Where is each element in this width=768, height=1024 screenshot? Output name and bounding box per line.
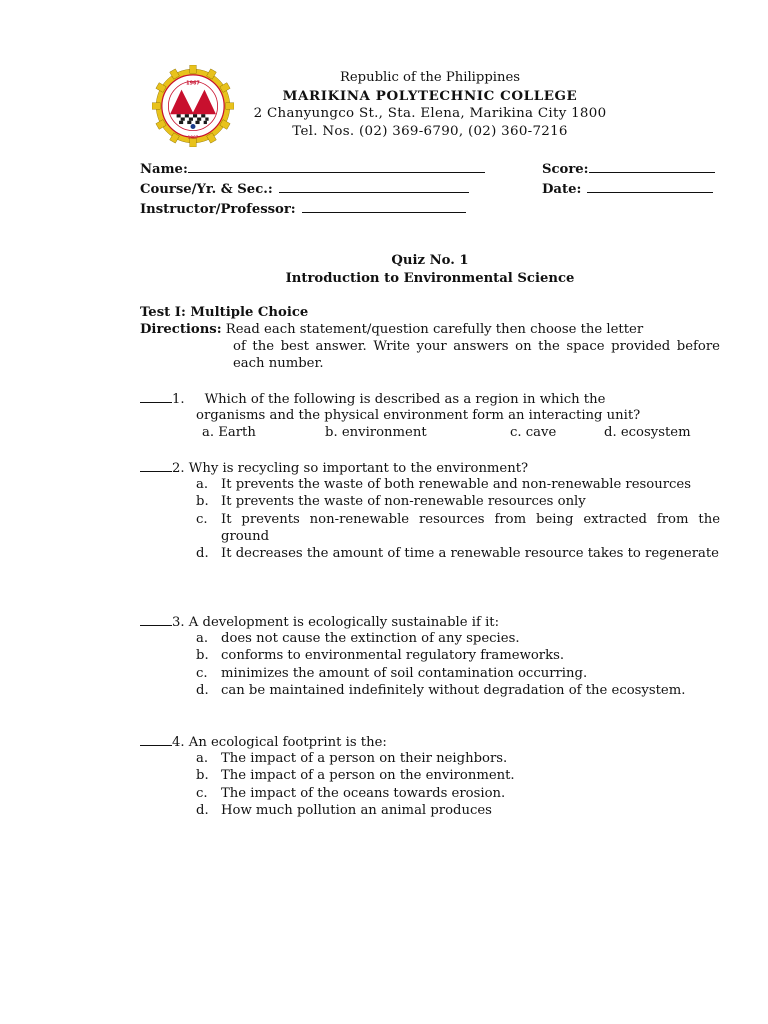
q4-option-a [196, 750, 720, 767]
question-3-text: A development is ecologically sustainable if it: [188, 615, 500, 630]
q2-option-a [196, 476, 720, 493]
college-name: MARIKINA POLYTECHNIC COLLEGE [282, 88, 578, 104]
quiz-number: Quiz No. 1 [391, 253, 469, 268]
q4-option-d-text: How much pollution an animal produces [221, 802, 492, 818]
q4-option-c-text: The impact of the oceans towards erosion. [221, 785, 506, 801]
q4-option-b [196, 767, 720, 784]
question-1-line-2: organisms and the physical environment form an interacting unit? [196, 408, 641, 423]
q4-options [196, 750, 720, 819]
q3-option-d-letter: d. [196, 682, 209, 698]
course-field[interactable] [140, 179, 469, 197]
q3-option-d-text: can be maintained indefinitely without degradation of the ecosystem. [221, 682, 686, 698]
question-4 [140, 733, 387, 751]
quiz-title: Introduction to Environmental Science [285, 271, 575, 286]
question-1-number: 1. [172, 392, 185, 407]
republic-line: Republic of the Philippines [339, 70, 521, 85]
score-label: Score: [542, 162, 589, 177]
q4-option-a-letter: a. [196, 751, 209, 766]
instructor-label: Instructor/Professor: [140, 202, 296, 217]
date-field[interactable] [542, 179, 713, 197]
q2-options [196, 476, 720, 562]
q3-option-d [196, 682, 720, 699]
q2-option-c-letter: c. [196, 511, 208, 527]
q1-option-d-text: ecosystem [620, 425, 691, 440]
answer-blank-4[interactable] [140, 733, 172, 746]
answer-blank-2[interactable] [140, 459, 172, 472]
q3-options [196, 630, 720, 699]
name-label: Name: [140, 162, 188, 177]
q1-option-b-letter: b. [325, 425, 338, 440]
q4-option-c [196, 785, 720, 802]
logo-year-bottom: 1967 [187, 134, 199, 140]
answer-blank-3[interactable] [140, 613, 172, 626]
directions-line-1 [140, 321, 643, 338]
q4-option-a-text: The impact of a person on their neighbors. [221, 751, 508, 766]
question-2-text: Why is recycling so important to the environment? [188, 461, 529, 476]
score-blank[interactable] [589, 159, 715, 173]
q3-option-c-letter: c. [196, 665, 208, 681]
q3-option-a-text: does not cause the extinction of any species. [221, 631, 520, 646]
question-1-line-1: Which of the following is described as a region in which the [204, 392, 606, 407]
q2-option-c [196, 511, 720, 546]
instructor-blank[interactable] [302, 199, 466, 213]
score-field[interactable] [542, 159, 715, 177]
question-3 [140, 613, 499, 631]
q4-option-d [196, 802, 720, 819]
name-field[interactable] [140, 159, 485, 177]
logo-year: 1967 [186, 80, 200, 87]
q3-option-a [196, 630, 720, 647]
q1-option-d-letter: d. [604, 425, 617, 440]
q2-option-c-text: It prevents non-renewable resources from being extracted from the ground [221, 511, 720, 544]
question-4-number: 4. [172, 735, 185, 750]
course-label: Course/Yr. & Sec.: [140, 182, 273, 197]
college-address: 2 Chanyungco St., Sta. Elena, Marikina City 1800 [253, 106, 607, 121]
question-2-number: 2. [172, 461, 185, 476]
question-1 [140, 390, 605, 408]
q1-option-a-text: Earth [218, 425, 256, 440]
document-header [240, 69, 620, 141]
q3-option-c [196, 665, 720, 682]
course-blank[interactable] [279, 179, 469, 193]
q1-option-c-text: cave [525, 425, 557, 440]
q4-option-c-letter: c. [196, 785, 208, 801]
q2-option-d-letter: d. [196, 546, 209, 562]
directions-text-1: Read each statement/question carefully then choose the letter [225, 322, 644, 337]
test-title: Test I: Multiple Choice [140, 305, 309, 320]
answer-blank-1[interactable] [140, 390, 172, 403]
q1-option-b-text: environment [341, 425, 427, 440]
q4-option-b-letter: b. [196, 768, 209, 784]
q2-option-b-text: It prevents the waste of non-renewable resources only [221, 494, 586, 510]
instructor-field[interactable] [140, 199, 466, 217]
q1-option-c-letter: c. [510, 425, 522, 440]
college-seal-logo [152, 65, 234, 147]
q4-option-d-letter: d. [196, 802, 209, 818]
q3-option-b [196, 647, 720, 664]
q1-option-b [325, 424, 427, 441]
date-label: Date: [542, 182, 582, 197]
q2-option-a-letter: a. [196, 477, 209, 492]
q2-option-b [196, 493, 720, 510]
question-4-text: An ecological footprint is the: [188, 735, 387, 750]
q2-option-a-text: It prevents the waste of both renewable and non-renewable resources [221, 477, 692, 492]
q2-option-b-letter: b. [196, 494, 209, 510]
college-phones: Tel. Nos. (02) 369-6790, (02) 360-7216 [292, 124, 568, 139]
name-blank[interactable] [188, 159, 485, 173]
q3-option-b-letter: b. [196, 648, 209, 664]
date-blank[interactable] [587, 179, 713, 193]
question-3-number: 3. [172, 615, 185, 630]
q1-option-a [202, 424, 256, 441]
q4-option-b-text: The impact of a person on the environment. [221, 768, 515, 784]
q1-option-d [604, 424, 691, 441]
q1-option-a-letter: a. [202, 425, 215, 440]
q3-option-a-letter: a. [196, 631, 209, 646]
q3-option-c-text: minimizes the amount of soil contamination occurring. [221, 665, 588, 681]
q2-option-d-text: It decreases the amount of time a renewable resource takes to regenerate [221, 546, 719, 562]
directions-text-rest: of the best answer. Write your answers on the space provided before each number. [233, 339, 720, 371]
q3-option-b-text: conforms to environmental regulatory frameworks. [221, 648, 565, 664]
directions-label: Directions: [140, 322, 222, 337]
question-2 [140, 459, 528, 477]
q1-option-c [510, 424, 556, 441]
q2-option-d [196, 545, 720, 562]
